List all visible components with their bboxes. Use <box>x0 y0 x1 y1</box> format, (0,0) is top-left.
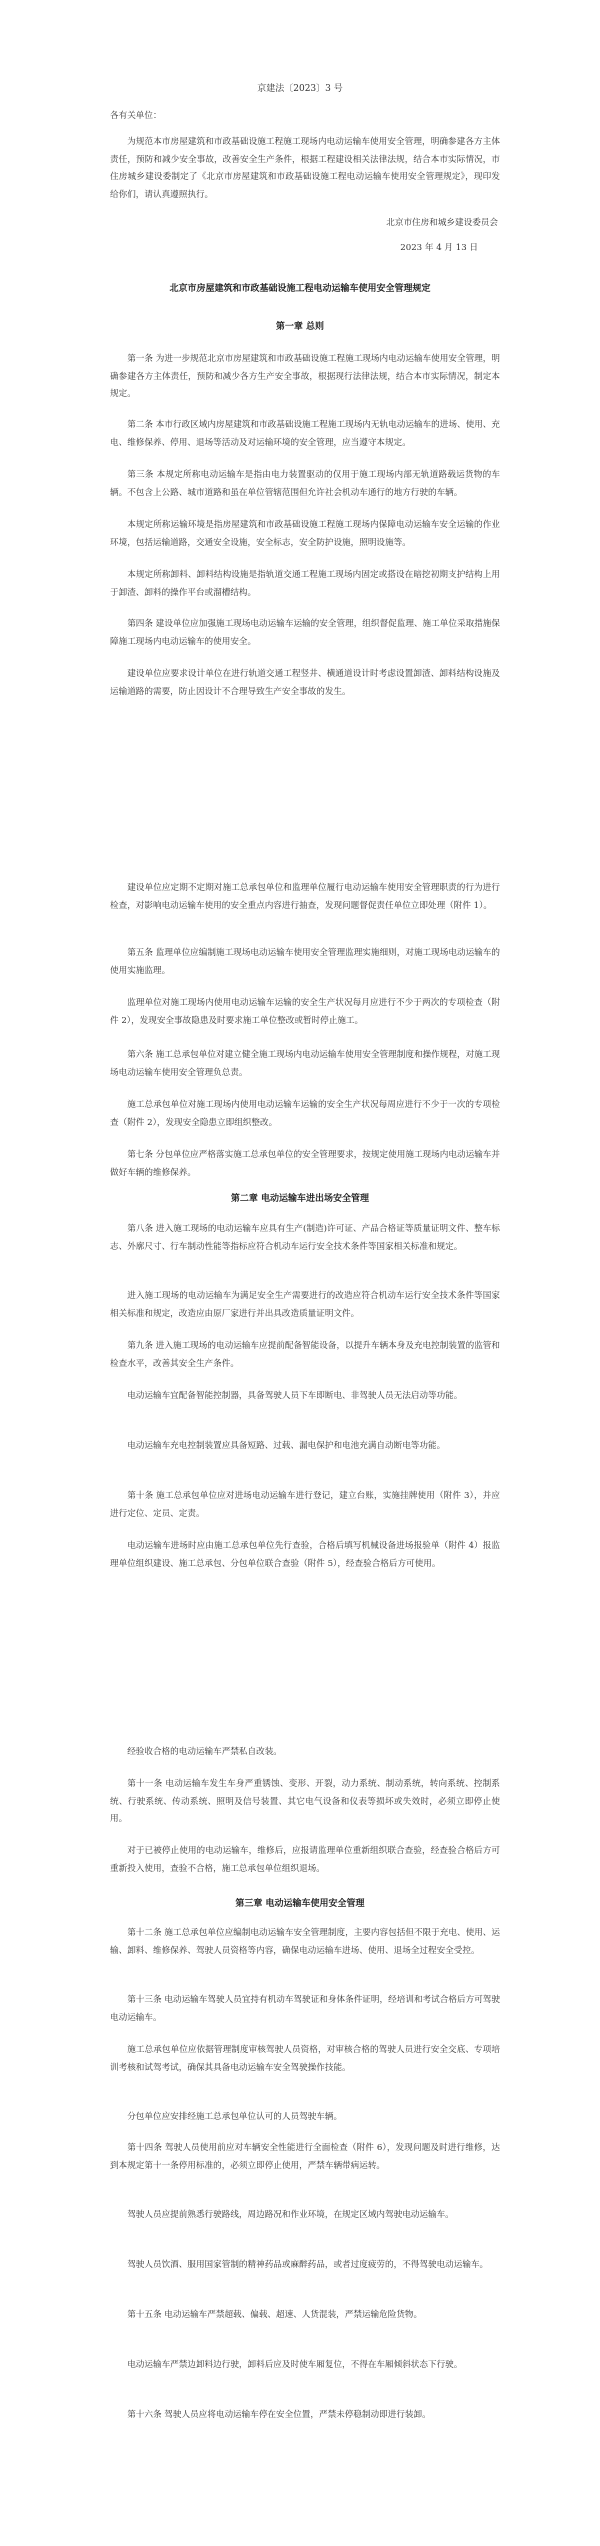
paragraph: 第十条 施工总承包单位应对进场电动运输车进行登记，建立台账，实施挂牌使用（附件 3），并应进行定位、定员、定责。 <box>110 1491 500 1519</box>
chapter-heading-2: 第二章 电动运输车进出场安全管理 <box>230 1194 370 1204</box>
issue-date: 2023 年 4 月 13 日 <box>400 243 478 253</box>
paragraph: 第十一条 电动运输车发生车身严重锈蚀、变形、开裂，动力系统、制动系统，转向系统、控制系统、行驶系统、传动系统、照明及信号装置、其它电气设备和仪表等损坏或失效时，必须立即停止使用。 <box>110 1779 500 1824</box>
paragraph: 分包单位应安排经施工总承包单位认可的人员驾驶车辆。 <box>127 2112 343 2122</box>
paragraph: 第六条 施工总承包单位对建立健全施工现场内电动运输车使用安全管理制度和操作规程，对施工现场电动运输车使用安全管理负总责。 <box>110 1050 500 1078</box>
chapter-heading-1: 第一章 总则 <box>275 322 325 332</box>
paragraph: 第五条 监理单位应编制施工现场电动运输车使用安全管理监理实施细则，对施工现场电动运输车的使用实施监理。 <box>110 948 500 976</box>
paragraph: 第八条 进入施工现场的电动运输车应具有生产(制造)许可证、产品合格证等质量证明文件、整车标志、外廓尺寸、行车制动性能等指标应符合机动车运行安全技术条件等国家相关标准和规定。 <box>110 1224 500 1252</box>
document-number: 京建法〔2023〕3 号 <box>257 84 343 94</box>
paragraph: 第四条 建设单位应加强施工现场电动运输车运输的安全管理，组织督促监理、施工单位采取措施保障施工现场内电动运输车的使用安全。 <box>110 619 500 647</box>
paragraph: 电动运输车宜配备智能控制器，具备驾驶人员下车即断电、非驾驶人员无法启动等功能。 <box>127 1391 463 1401</box>
paragraph: 建设单位应要求设计单位在进行轨道交通工程竖井、横通道设计时考虑设置卸渣、卸料结构设施及运输道路的需要，防止因设计不合理导致生产安全事故的发生。 <box>110 669 500 697</box>
paragraph: 进入施工现场的电动运输车为满足安全生产需要进行的改造应符合机动车运行安全技术条件等国家相关标准和规定，改造应由原厂家进行并出具改造质量证明文件。 <box>110 1291 500 1319</box>
document-title: 北京市房屋建筑和市政基础设施工程电动运输车使用安全管理规定 <box>169 284 431 294</box>
paragraph: 第七条 分包单位应严格落实施工总承包单位的安全管理要求，按规定使用施工现场内电动运输车并做好车辆的维修保养。 <box>110 1150 500 1178</box>
paragraph: 本规定所称运输环境是指房屋建筑和市政基础设施工程施工现场内保障电动运输车安全运输的作业环境，包括运输道路，交通安全设施，安全标志，安全防护设施，照明设施等。 <box>110 520 500 548</box>
paragraph: 驾驶人员应提前熟悉行驶路线，周边路况和作业环境，在规定区域内驾驶电动运输车。 <box>127 2210 454 2220</box>
paragraph: 第二条 本市行政区域内房屋建筑和市政基础设施工程施工现场内无轨电动运输车的进场、使用、充电、维修保养、停用、退场等活动及对运输环境的安全管理，应当遵守本规定。 <box>110 420 500 448</box>
paragraph: 第一条 为进一步规范北京市房屋建筑和市政基础设施工程施工现场内电动运输车使用安全管理，明确参建各方主体责任，预防和减少各方生产安全事故，根据现行法律法规，结合本市实际情况，制定本规定。 <box>110 354 500 399</box>
paragraph: 第十五条 电动运输车严禁超载、偏载、超速、人货混装，严禁运输危险货物。 <box>127 2310 423 2320</box>
salutation: 各有关单位： <box>110 111 162 121</box>
paragraph: 施工总承包单位对施工现场内使用电动运输车运输的安全生产状况每周应进行不少于一次的专项检查（附件 2），发现安全隐患立即组织整改。 <box>110 1100 500 1128</box>
issuer: 北京市住房和城乡建设委员会 <box>386 218 498 228</box>
paragraph: 第九条 进入施工现场的电动运输车应提前配备智能设备，以提升车辆本身及充电控制装置的监管和检查水平，改善其安全生产条件。 <box>110 1341 500 1369</box>
paragraph: 第十三条 电动运输车驾驶人员宜持有机动车驾驶证和身体条件证明，经培训和考试合格后方可驾驶电动运输车。 <box>110 1995 500 2023</box>
paragraph: 第十四条 驾驶人员使用前应对车辆安全性能进行全面检查（附件 6），发现问题及时进行维修，达到本规定第十一条停用标准的，必须立即停止使用，严禁车辆带病运转。 <box>110 2143 500 2171</box>
paragraph: 电动运输车进场时应由施工总承包单位先行查验，合格后填写机械设备进场报验单（附件 4）报监理单位组织建设、施工总承包、分包单位联合查验（附件 5），经查验合格后方可使用。 <box>110 1541 500 1569</box>
paragraph: 监理单位对施工现场内使用电动运输车运输的安全生产状况每月应进行不少于两次的专项检查（附件 2），发现安全事故隐患及时要求施工单位整改或暂时停止施工。 <box>110 998 500 1026</box>
paragraph: 第十二条 施工总承包单位应编制电动运输车安全管理制度，主要内容包括但不限于充电、使用、运输、卸料、维修保养、驾驶人员资格等内容，确保电动运输车进场、使用、退场全过程安全受控。 <box>110 1928 500 1956</box>
intro-paragraph: 为规范本市房屋建筑和市政基础设施工程施工现场内电动运输车使用安全管理，明确参建各方主体责任，预防和减少安全事故，改善安全生产条件，根据工程建设相关法律法规，结合本市实际情况，市住房城乡建设委制定了《北京市房屋建筑和市政基础设施工程电动运输车使用安全管理规定》，现印发给你们，请认真遵照执行。 <box>110 137 500 200</box>
paragraph: 本规定所称卸料、卸料结构设施是指轨道交通工程施工现场内固定或搭设在暗挖初期支护结构上用于卸渣、卸料的操作平台或溜槽结构。 <box>110 570 500 598</box>
paragraph: 第十六条 驾驶人员应将电动运输车停在安全位置，严禁未停稳制动即进行装卸。 <box>127 2410 431 2420</box>
paragraph: 第三条 本规定所称电动运输车是指由电力装置驱动的仅用于施工现场内部无轨道路载运货物的车辆。不包含上公路、城市道路和虽在单位管辖范围但允许社会机动车通行的地方行驶的车辆。 <box>110 470 500 498</box>
chapter-heading-3: 第三章 电动运输车使用安全管理 <box>235 1899 365 1909</box>
paragraph: 建设单位应定期不定期对施工总承包单位和监理单位履行电动运输车使用安全管理职责的行为进行检查，对影响电动运输车使用的安全重点内容进行抽查，发现问题督促责任单位立即处理（附件 1）。 <box>110 883 500 911</box>
paragraph: 施工总承包单位应依据管理制度审核驾驶人员资格，对审核合格的驾驶人员进行安全交底、专项培训考核和试驾考试，确保其具备电动运输车安全驾驶操作技能。 <box>110 2045 500 2073</box>
paragraph: 电动运输车充电控制装置应具备短路、过载、漏电保护和电池充满自动断电等功能。 <box>127 1441 446 1451</box>
paragraph: 驾驶人员饮酒、服用国家管制的精神药品或麻醉药品，或者过度疲劳的，不得驾驶电动运输车。 <box>127 2260 489 2270</box>
paragraph: 电动运输车严禁边卸料边行驶，卸料后应及时使车厢复位，不得在车厢倾斜状态下行驶。 <box>127 2360 463 2370</box>
paragraph: 对于已被停止使用的电动运输车，维修后，应报请监理单位重新组织联合查验，经查验合格后方可重新投入使用，查验不合格，施工总承包单位组织退场。 <box>110 1846 500 1874</box>
paragraph: 经验收合格的电动运输车严禁私自改装。 <box>127 1747 282 1757</box>
